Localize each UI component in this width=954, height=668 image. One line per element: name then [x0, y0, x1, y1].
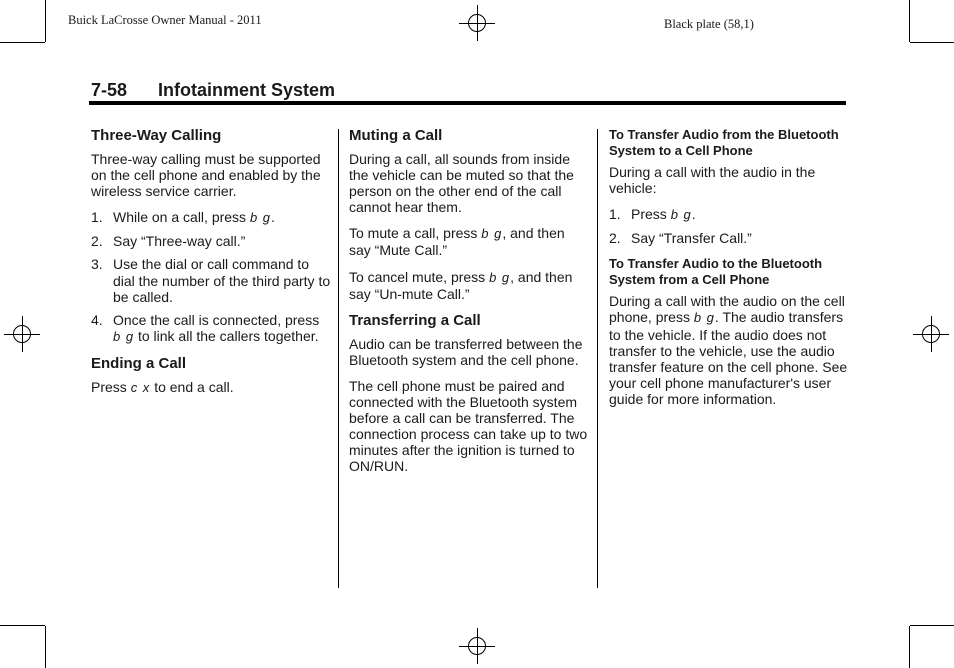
transferring-p2: The cell phone must be paired and connected with the Bluetooth system before a call can be transferred. The connection process can take up to two minutes after the ignition is turned to ON/RUN. [349, 377, 588, 475]
transferring-p1: Audio can be transferred between the Bluetooth system and the cell phone. [349, 335, 583, 368]
section-title: Infotainment System [158, 80, 336, 100]
heading-transfer-to-cell: To Transfer Audio from the Bluetooth System to a Cell Phone [609, 127, 839, 158]
column-divider [597, 129, 598, 588]
list-item: 1. Press b g. [609, 206, 696, 223]
column-divider [338, 129, 339, 588]
crop-mark [0, 42, 45, 43]
three-way-intro: Three-way calling must be supported on the cell phone and enabled by the wireless service carrier. [91, 151, 321, 200]
registration-mark-icon [459, 5, 495, 41]
list-item: 3. Use the dial or call command to dial the number of the third party to be called. [91, 256, 331, 305]
crop-mark [909, 0, 910, 42]
crop-mark [910, 42, 954, 43]
plate-label: Black plate (58,1) [664, 17, 754, 31]
crop-mark [909, 626, 910, 668]
crop-mark [45, 0, 46, 42]
heading-transferring-a-call: Transferring a Call [349, 311, 481, 329]
heading-three-way-calling: Three-Way Calling [91, 127, 222, 144]
three-way-steps [91, 209, 331, 345]
push-to-talk-icon: b g [113, 328, 135, 344]
push-to-talk-icon: b g [670, 207, 692, 223]
heading-ending-a-call: Ending a Call [91, 354, 187, 372]
list-item: 2. Say “Transfer Call.” [609, 230, 752, 247]
muting-p1: During a call, all sounds from inside the vehicle can be muted so that the person on the other end of the call cannot hear them. [349, 151, 574, 216]
end-call-icon: c x [130, 379, 151, 395]
page-title [91, 80, 335, 101]
crop-mark [45, 626, 46, 668]
heading-muting-a-call: Muting a Call [349, 127, 443, 144]
manual-title: Buick LaCrosse Owner Manual - 2011 [68, 13, 262, 27]
title-rule [89, 101, 846, 105]
ending-text: Press c x to end a call. [91, 378, 234, 395]
list-item: 4. Once the call is connected, press b g to link all the callers together. [91, 311, 320, 344]
to-cell-p1: During a call with the audio in the vehicle: [609, 164, 816, 197]
heading-transfer-to-bluetooth: To Transfer Audio to the Bluetooth System from a Cell Phone [609, 256, 823, 287]
push-to-talk-icon: b g [481, 226, 503, 242]
push-to-talk-icon: b g [249, 210, 272, 226]
to-bluetooth-p1: During a call with the audio on the cell phone, press b g. The audio transfers to the vehicle. If the audio does not transfer to the vehicle, use the audio transfer feature on the cell phone. See your cell phone manufacturer's user guide for more information. [609, 293, 848, 407]
muting-p2: To mute a call, press b g, and then say “Mute Call.” [349, 225, 565, 259]
registration-mark-icon [4, 316, 40, 352]
to-cell-steps [609, 206, 849, 246]
crop-mark [0, 625, 45, 626]
registration-mark-icon [459, 628, 495, 664]
page-number: 7-58 [91, 80, 128, 100]
column-1 [91, 127, 331, 406]
list-item: 2. Say “Three-way call.” [91, 233, 246, 250]
muting-p3: To cancel mute, press b g, and then say “Un-mute Call.” [349, 268, 573, 302]
list-item: 1. While on a call, press b g. [91, 209, 275, 226]
push-to-talk-icon: b g [693, 310, 715, 326]
crop-mark [910, 625, 954, 626]
registration-mark-icon [913, 316, 949, 352]
column-2 [349, 127, 589, 485]
push-to-talk-icon: b g [489, 269, 511, 285]
column-3 [609, 127, 849, 417]
